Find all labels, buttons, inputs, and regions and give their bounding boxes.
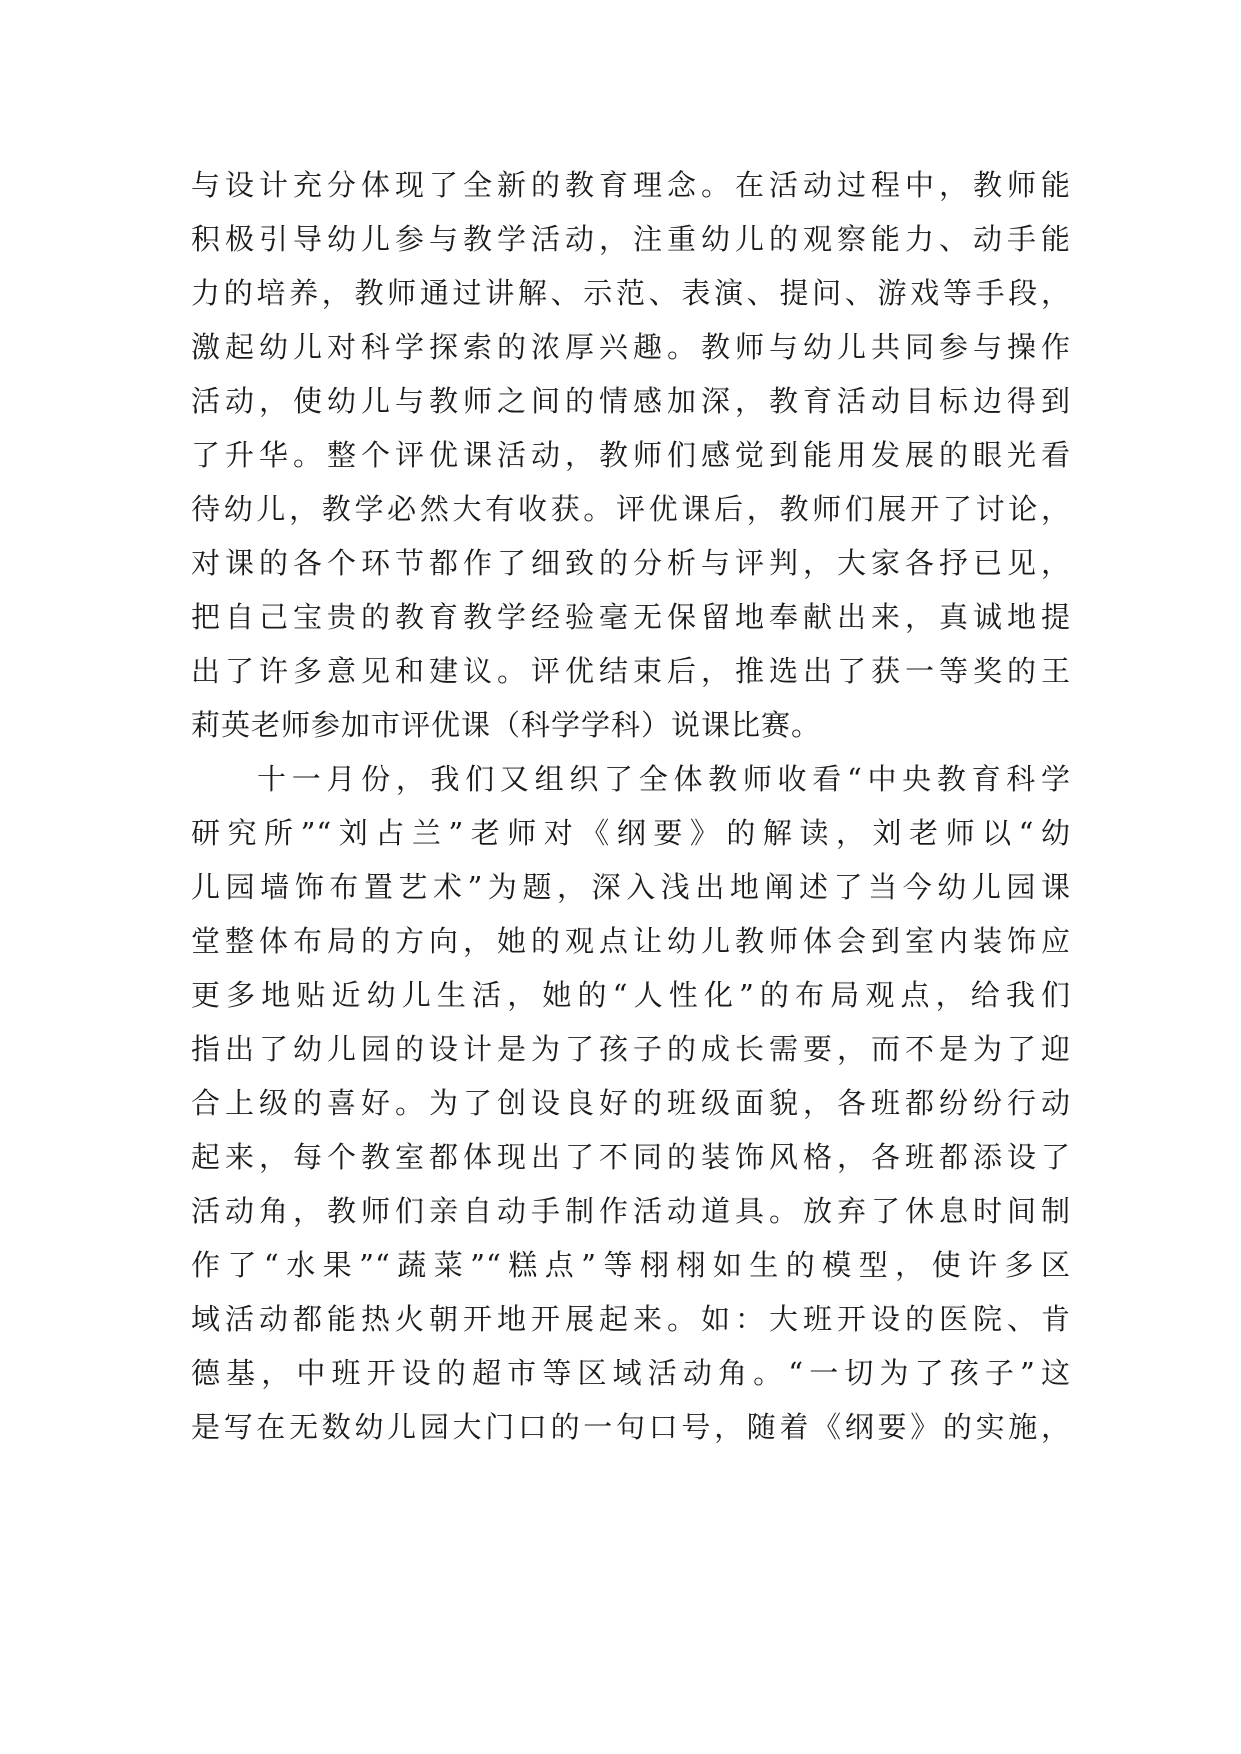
text-line: 把自己宝贵的教育教学经验毫无保留地奉献出来，真诚地提 [191,600,1071,634]
text-line: 起来，每个教室都体现出了不同的装饰风格，各班都添设了 [191,1140,1071,1174]
text-line: 堂整体布局的方向，她的观点让幼儿教师体会到室内装饰应 [191,924,1071,958]
text-line: 积极引导幼儿参与教学活动，注重幼儿的观察能力、动手能 [191,222,1071,256]
text-line: 活动角，教师们亲自动手制作活动道具。放弃了休息时间制 [191,1194,1071,1228]
text-line: 对课的各个环节都作了细致的分析与评判，大家各抒已见， [191,546,1071,580]
body-text [191,158,1071,1454]
text-line: 合上级的喜好。为了创设良好的班级面貌，各班都纷纷行动 [191,1086,1071,1120]
text-line: 与设计充分体现了全新的教育理念。在活动过程中，教师能 [191,168,1071,202]
text-line: 莉英老师参加市评优课（科学学科）说课比赛。 [191,708,822,742]
text-line: 是写在无数幼儿园大门口的一句口号，随着《纲要》的实施， [191,1410,1071,1444]
text-line: 十一月份，我们又组织了全体教师收看“中央教育科学 [257,762,1071,796]
text-line: 待幼儿，教学必然大有收获。评优课后，教师们展开了讨论， [191,492,1071,526]
text-line: 指出了幼儿园的设计是为了孩子的成长需要，而不是为了迎 [191,1032,1071,1066]
text-line: 活动，使幼儿与教师之间的情感加深，教育活动目标边得到 [191,384,1071,418]
text-line: 作了“水果”“蔬菜”“糕点”等栩栩如生的模型，使许多区 [191,1248,1071,1282]
paragraph [191,158,1071,752]
text-line: 激起幼儿对科学探索的浓厚兴趣。教师与幼儿共同参与操作 [191,330,1071,364]
text-line: 力的培养，教师通过讲解、示范、表演、提问、游戏等手段， [191,276,1071,310]
text-line: 域活动都能热火朝开地开展起来。如：大班开设的医院、肯 [191,1302,1071,1336]
text-line: 了升华。整个评优课活动，教师们感觉到能用发展的眼光看 [191,438,1071,472]
text-line: 更多地贴近幼儿生活，她的“人性化”的布局观点，给我们 [191,978,1071,1012]
paragraph [191,752,1071,1454]
text-line: 出了许多意见和建议。评优结束后，推选出了获一等奖的王 [191,654,1071,688]
text-line: 研究所”“刘占兰”老师对《纲要》的解读，刘老师以“幼 [191,816,1071,850]
text-line: 德基，中班开设的超市等区域活动角。“一切为了孩子”这 [191,1356,1071,1390]
text-line: 儿园墙饰布置艺术”为题，深入浅出地阐述了当今幼儿园课 [191,870,1071,904]
